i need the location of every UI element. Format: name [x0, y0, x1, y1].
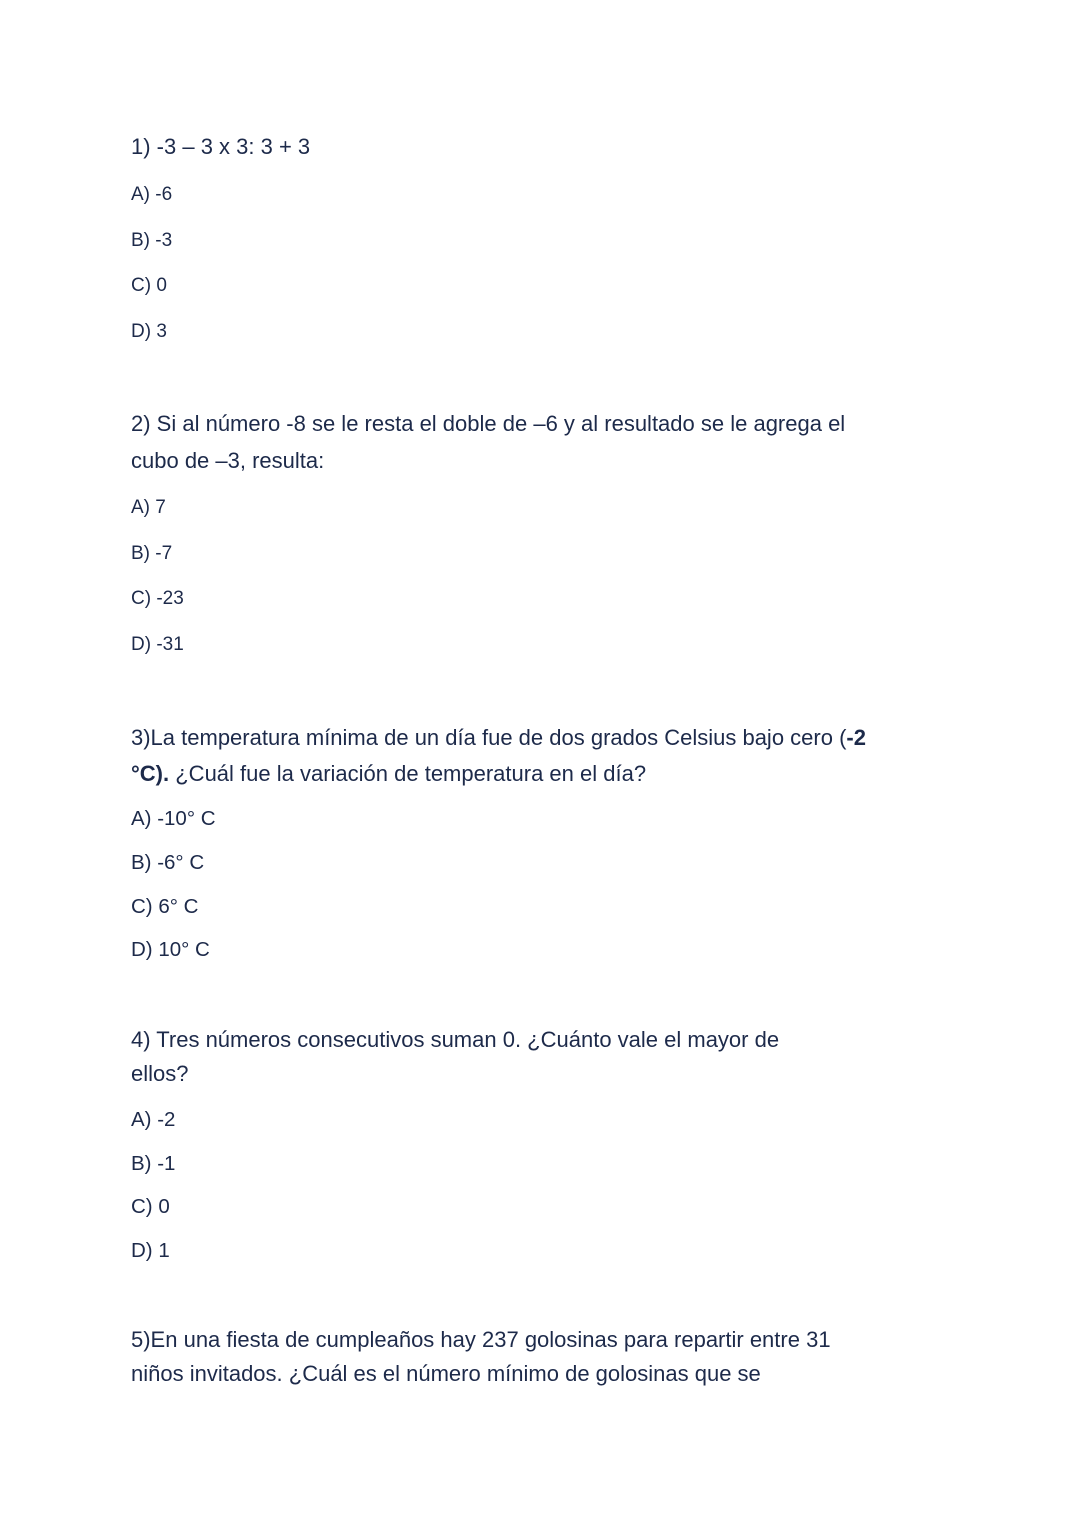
question-3-option-d: D) 10° C [131, 938, 210, 961]
question-4-stem-line-2: ellos? [131, 1061, 189, 1086]
question-1-option-d: D) 3 [131, 321, 167, 342]
question-5-stem-line-2: niños invitados. ¿Cuál es el número mínimo de golosinas que se [131, 1361, 761, 1386]
question-1-stem: 1) -3 – 3 x 3: 3 + 3 [131, 134, 311, 159]
question-3-stem-line-2 [131, 761, 646, 787]
question-2-option-b: B) -7 [131, 543, 173, 564]
question-2-option-a: A) 7 [131, 497, 166, 518]
question-4-option-b: B) -1 [131, 1152, 176, 1175]
question-3-stem-line-1-text: 3)La temperatura mínima de un día fue de dos grados Celsius bajo cero ( [131, 725, 847, 750]
question-2-stem-line-1: 2) Si al número -8 se le resta el doble de –6 y al resultado se le agrega el [131, 411, 846, 436]
question-5-stem-line-1: 5)En una fiesta de cumpleaños hay 237 golosinas para repartir entre 31 [131, 1327, 831, 1352]
question-2-option-d: D) -31 [131, 634, 184, 655]
question-3-stem-line-2-text: ¿Cuál fue la variación de temperatura en el día? [169, 761, 647, 786]
question-4-stem-line-1: 4) Tres números consecutivos suman 0. ¿Cuánto vale el mayor de [131, 1027, 780, 1052]
question-3-stem-bold-value: -2 [846, 725, 866, 750]
question-1-option-c: C) 0 [131, 275, 167, 296]
question-3-option-a: A) -10° C [131, 807, 216, 830]
question-1-option-b: B) -3 [131, 230, 173, 251]
question-3-stem-line-1 [131, 725, 866, 751]
question-2-stem-line-2: cubo de –3, resulta: [131, 448, 325, 473]
question-1-option-a: A) -6 [131, 184, 173, 205]
question-4-option-c: C) 0 [131, 1195, 170, 1218]
question-2-option-c: C) -23 [131, 588, 184, 609]
question-3-option-c: C) 6° C [131, 895, 199, 918]
question-4-option-a: A) -2 [131, 1108, 176, 1131]
question-3-stem-bold-unit: °C). [131, 761, 170, 786]
question-4-option-d: D) 1 [131, 1239, 170, 1262]
question-3-option-b: B) -6° C [131, 851, 205, 874]
